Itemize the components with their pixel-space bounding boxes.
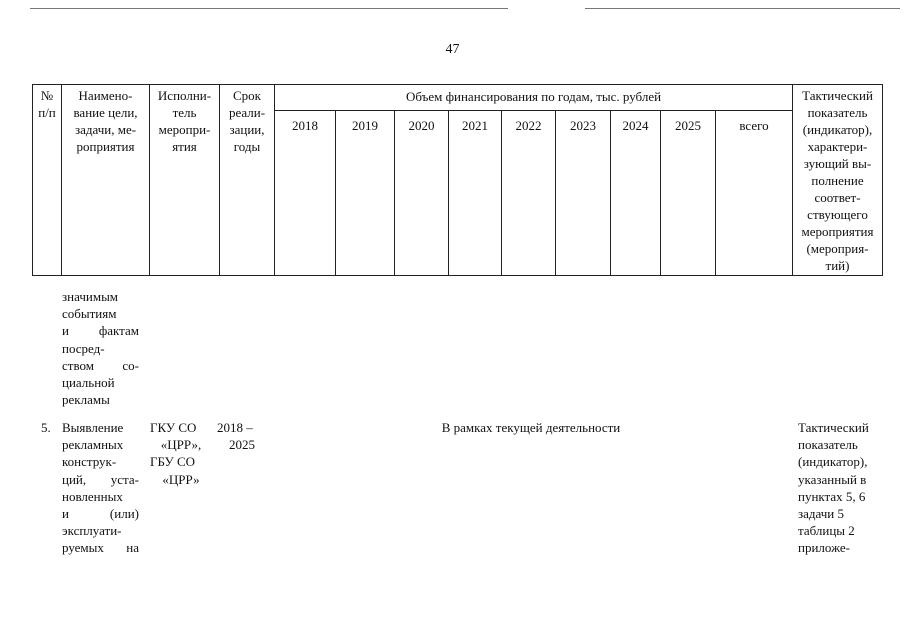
header-funding: Объем финансирования по годам, тыс. рублей: [275, 85, 793, 111]
row5-term: 2018 – 2025: [217, 420, 255, 453]
continuation-text: значимым событиям и фактам посред- ством со- циальной рекламы: [62, 289, 139, 408]
row5-indicator: Тактический показатель (индикатор), указанный в пунктах 5, 6 задачи 5 таблицы 2 приложе-: [798, 420, 869, 556]
header-year-2019: 2019: [336, 111, 395, 276]
row5-name: Выявление рекламных конструк- ций, уста- новленных и (или) эксплуати- руемых на: [62, 420, 139, 556]
row5-executor: ГКУ СО «ЦРР», ГБУ СО «ЦРР»: [150, 420, 202, 487]
header-executor: Исполни-тель меропри-ятия: [150, 85, 220, 276]
page-number: 47: [445, 42, 460, 57]
row5-number: 5.: [41, 420, 51, 435]
header-term: Срок реали-зации, годы: [220, 85, 275, 276]
header-year-2023: 2023: [556, 111, 611, 276]
header-num: № п/п: [33, 85, 62, 276]
header-name: Наимено-вание цели, задачи, ме-роприятия: [62, 85, 150, 276]
row5-funding-text: В рамках текущей деятельности: [441, 420, 621, 435]
header-indicator: Тактический показатель (индикатор), характери-зующий вы-полнение соответ-ствующего мероприятия (мероприя-тий): [793, 85, 883, 276]
header-year-2025: 2025: [661, 111, 716, 276]
header-year-2020: 2020: [395, 111, 449, 276]
header-year-2018: 2018: [275, 111, 336, 276]
header-total: всего: [716, 111, 793, 276]
header-year-2021: 2021: [449, 111, 502, 276]
header-year-2022: 2022: [502, 111, 556, 276]
top-rule-left: [30, 8, 508, 9]
top-rule-right: [585, 8, 900, 9]
header-year-2024: 2024: [611, 111, 661, 276]
table-header: [32, 84, 883, 276]
